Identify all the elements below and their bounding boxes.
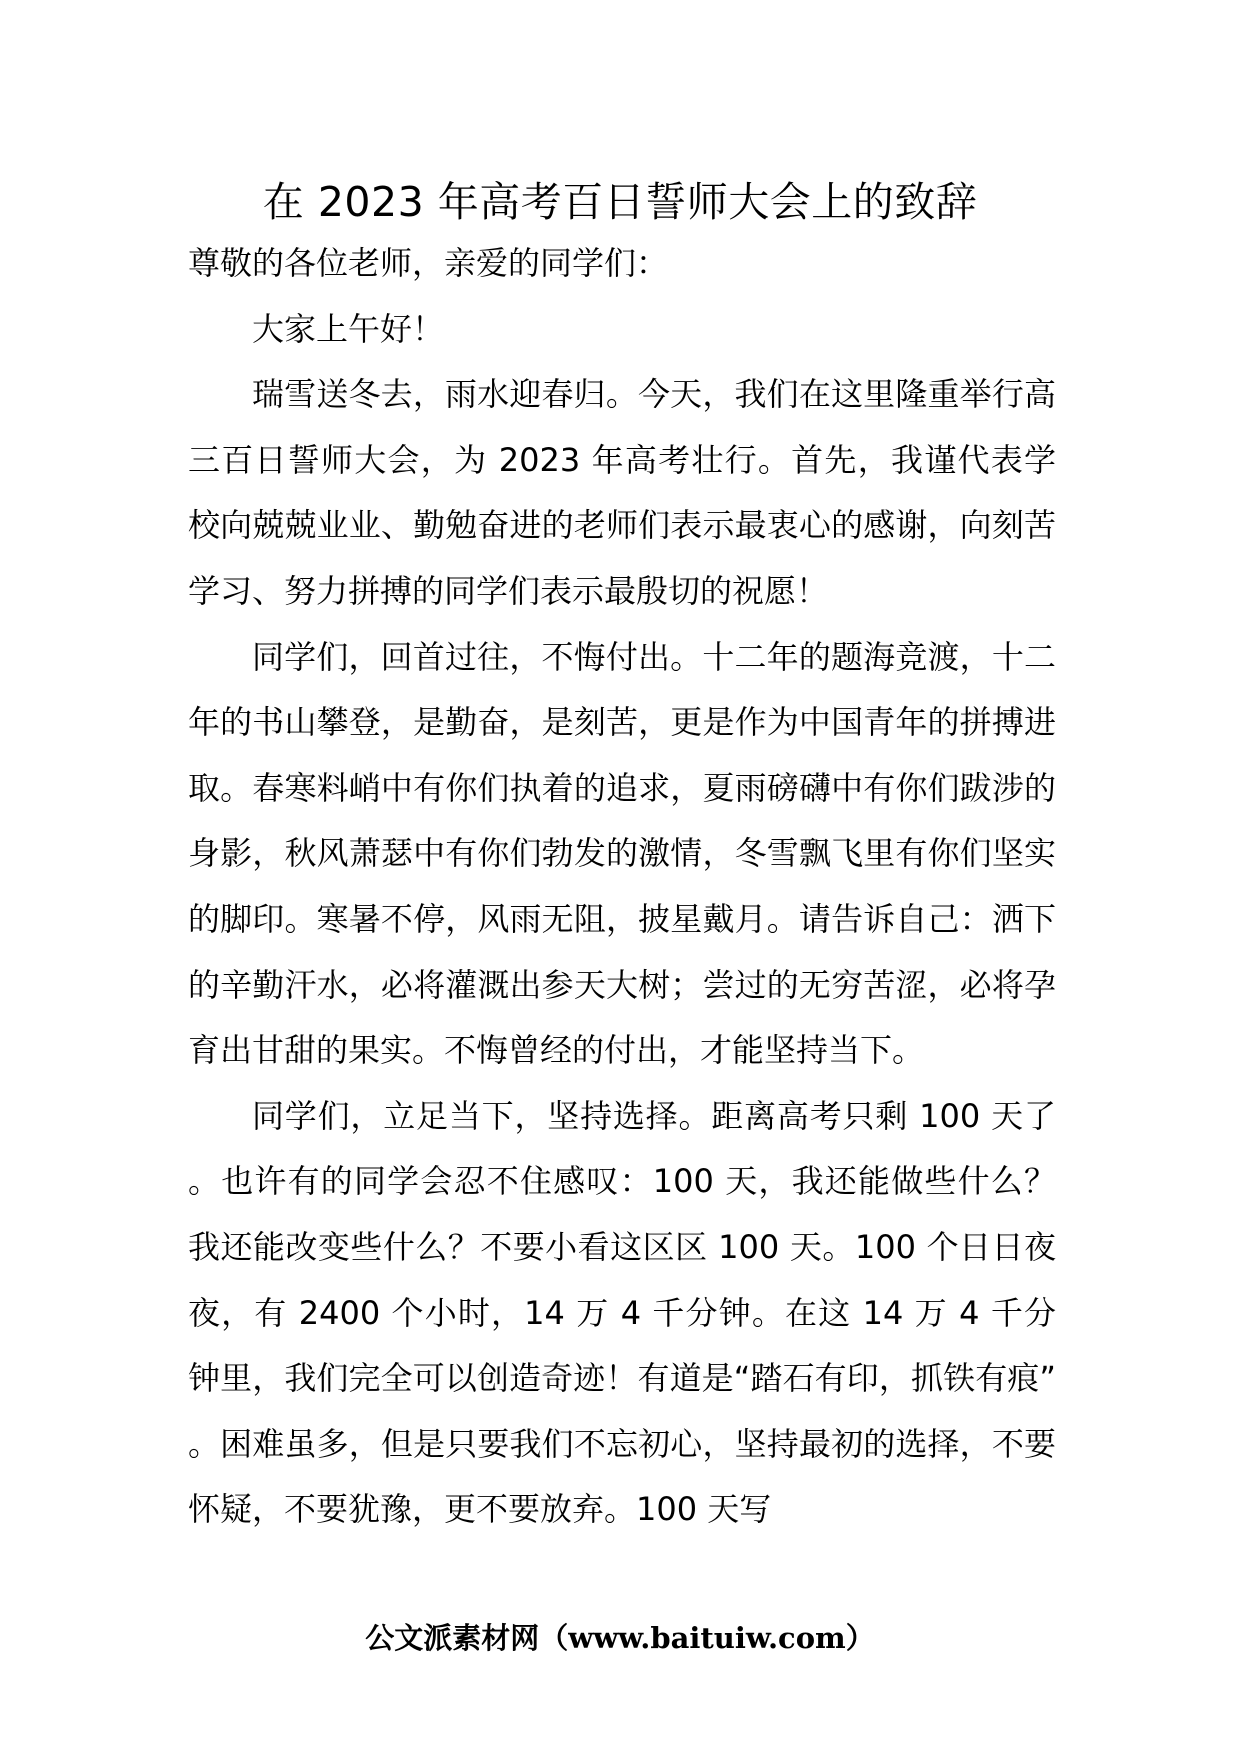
document-body [188, 231, 1056, 1543]
paragraph-opening: 瑞雪送冬去，雨水迎春归。今天，我们在这里隆重举行高三百日誓师大会，为 2023 年高考壮行。首先，我谨代表学校向兢兢业业、勤勉奋进的老师们表示最衷心的感谢，向刻苦学习、努力拼搏的同学们表示最殷切的祝愿！ [188, 375, 1056, 610]
document-title: 在 2023 年高考百日誓师大会上的致辞 [262, 178, 978, 226]
footer-watermark: 公文派素材网（www.baituiw.com） [365, 1621, 875, 1655]
paragraph-looking-back: 同学们，回首过往，不悔付出。十二年的题海竞渡，十二年的书山攀登，是勤奋，是刻苦，更是作为中国青年的拼搏进取。春寒料峭中有你们执着的追求，夏雨磅礴中有你们跋涉的身影，秋风萧瑟中有你们勃发的激情，冬雪飘飞里有你们坚实的脚印。寒暑不停，风雨无阻，披星戴月。请告诉自己：洒下的辛勤汗水，必将灌溉出参天大树；尝过的无穷苦涩，必将孕育出甘甜的果实。不悔曾经的付出，才能坚持当下。 [188, 637, 1056, 1070]
paragraph-greeting: 大家上午好！ [252, 309, 445, 348]
paragraph-present: 同学们，立足当下，坚持选择。距离高考只剩 100 天了。也许有的同学会忍不住感叹：100 天，我还能做些什么？我还能改变些什么？不要小看这区区 100 天。100 个日日夜夜，有 2400 个小时，14 万 4 千分钟。在这 14 万 4 千分钟里，我们完全可以创造奇迹！有道是“踏石有印，抓铁有痕”。困难虽多，但是只要我们不忘初心，坚持最初的选择，不要怀疑，不要犹豫，更不要放弃。100 天写 [188, 1096, 1056, 1529]
salutation: 尊敬的各位老师，亲爱的同学们： [188, 244, 669, 282]
